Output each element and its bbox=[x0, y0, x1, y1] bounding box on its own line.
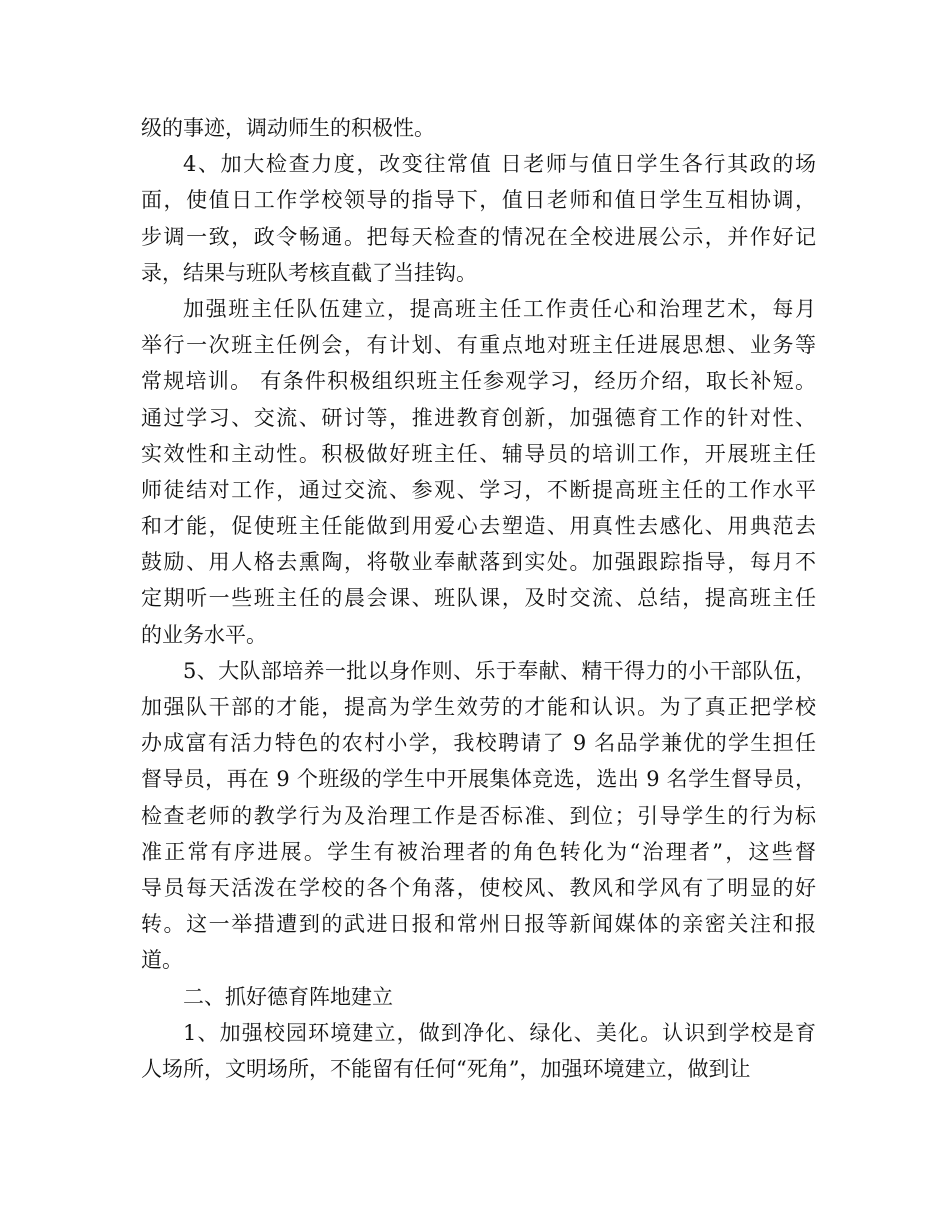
text-line: 师徒结对工作，通过交流、参观、学习，不断提高班主任的工作水平 bbox=[141, 477, 816, 502]
text-line: 督导员，再在 9 个班级的学生中开展集体竞选，选出 9 名学生督导员， bbox=[141, 767, 816, 792]
text-line: 实效性和主动性。积极做好班主任、辅导员的培训工作，开展班主任 bbox=[141, 441, 816, 466]
text-line: 的业务水平。 bbox=[141, 622, 267, 647]
text-line: 转。这一举措遭到的武进日报和常州日报等新闻媒体的亲密关注和报 bbox=[141, 912, 816, 937]
paragraph-heading-2 bbox=[141, 979, 816, 1015]
text-line: 导员每天活泼在学校的各个角落，使校风、教风和学风有了明显的好 bbox=[141, 875, 816, 900]
text-line: 5、大队部培养一批以身作则、乐于奉献、精干得力的小干部队伍， bbox=[183, 658, 816, 683]
text-line: 4、加大检查力度，改变往常值 日老师与值日学生各行其政的场 bbox=[183, 152, 816, 177]
text-line: 通过学习、交流、研讨等，推进教育创新，加强德育工作的针对性、 bbox=[141, 405, 816, 430]
text-line: 二、抓好德育阵地建立 bbox=[183, 984, 393, 1009]
text-line: 录，结果与班队考核直截了当挂钩。 bbox=[141, 260, 477, 285]
paragraph-item-1 bbox=[141, 1015, 816, 1087]
text-line: 和才能，促使班主任能做到用爱心去塑造、用真性去感化、用典范去 bbox=[141, 514, 816, 539]
paragraph-continuation bbox=[141, 110, 816, 146]
text-line: 举行一次班主任例会，有计划、有重点地对班主任进展思想、业务等 bbox=[141, 333, 816, 358]
text-line: 鼓励、用人格去熏陶，将敬业奉献落到实处。加强跟踪指导，每月不 bbox=[141, 550, 816, 575]
text-line: 1、加强校园环境建立，做到净化、绿化、美化。认识到学校是育 bbox=[183, 1020, 816, 1045]
paragraph-class-teacher bbox=[141, 291, 816, 653]
text-line: 准正常有序进展。学生有被治理者的角色转化为“治理者”，这些督 bbox=[141, 839, 816, 864]
text-line: 检查老师的教学行为及治理工作是否标准、到位；引导学生的行为标 bbox=[141, 803, 816, 828]
text-line: 加强队干部的才能，提高为学生效劳的才能和认识。为了真正把学校 bbox=[141, 695, 816, 719]
paragraph-item-4 bbox=[141, 146, 816, 291]
text-line: 定期听一些班主任的晨会课、班队课，及时交流、总结，提高班主任 bbox=[141, 586, 816, 611]
text-line: 级的事迹，调动师生的积极性。 bbox=[141, 116, 435, 140]
paragraph-item-5 bbox=[141, 653, 816, 979]
text-line: 道。 bbox=[141, 948, 183, 973]
text-line: 加强班主任队伍建立，提高班主任工作责任心和治理艺术，每月 bbox=[183, 296, 816, 321]
text-line: 办成富有活力特色的农村小学，我校聘请了 9 名品学兼优的学生担任 bbox=[141, 731, 816, 756]
text-line: 步调一致，政令畅通。把每天检查的情况在全校进展公示，并作好记 bbox=[141, 224, 816, 249]
text-line: 常规培训。 有条件积极组织班主任参观学习，经历介绍，取长补短。 bbox=[141, 369, 816, 394]
text-line: 人场所，文明场所，不能留有任何“死角”，加强环境建立，做到让 bbox=[141, 1056, 751, 1081]
document-body bbox=[141, 110, 816, 1087]
text-line: 面，使值日工作学校领导的指导下，值日老师和值日学生互相协调， bbox=[141, 188, 816, 213]
